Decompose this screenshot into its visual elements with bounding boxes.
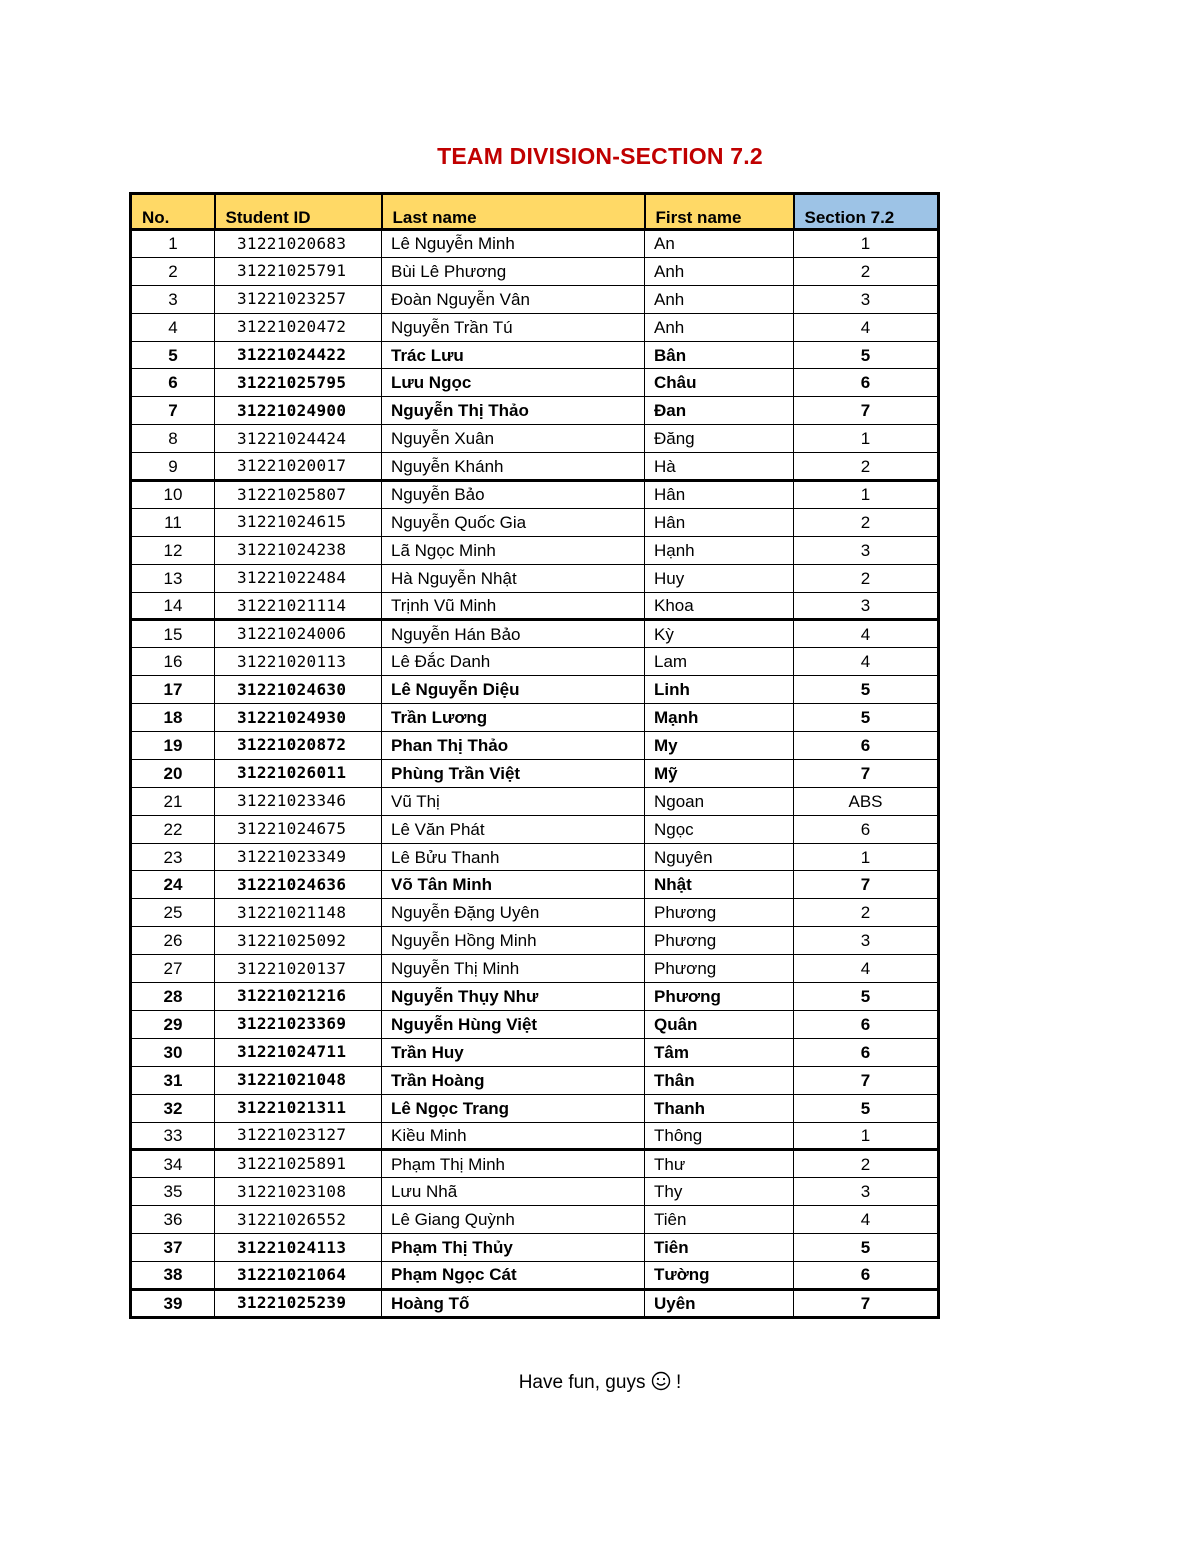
cell-last-name: Nguyễn Đặng Uyên [382, 899, 645, 927]
cell-first-name: Anh [645, 313, 794, 341]
cell-first-name: Tâm [645, 1038, 794, 1066]
cell-section: 1 [794, 230, 939, 258]
cell-last-name: Kiều Minh [382, 1122, 645, 1150]
table-row [131, 536, 939, 564]
table-row [131, 1094, 939, 1122]
table-row [131, 787, 939, 815]
cell-no: 10 [131, 481, 215, 509]
cell-section: 6 [794, 1261, 939, 1289]
cell-first-name: Hân [645, 508, 794, 536]
table-row [131, 564, 939, 592]
cell-first-name: Nhật [645, 871, 794, 899]
table-row [131, 481, 939, 509]
table-row [131, 871, 939, 899]
cell-student-id: 31221024113 [215, 1234, 382, 1262]
cell-last-name: Nguyễn Trần Tú [382, 313, 645, 341]
cell-student-id: 31221023369 [215, 1010, 382, 1038]
table-row [131, 397, 939, 425]
footer-note [0, 1371, 1200, 1394]
cell-section: 2 [794, 564, 939, 592]
cell-first-name: Hà [645, 453, 794, 481]
cell-section: 6 [794, 815, 939, 843]
smile-icon [651, 1371, 671, 1391]
cell-student-id: 31221023127 [215, 1122, 382, 1150]
cell-first-name: My [645, 732, 794, 760]
cell-no: 29 [131, 1010, 215, 1038]
cell-student-id: 31221021311 [215, 1094, 382, 1122]
cell-no: 36 [131, 1206, 215, 1234]
cell-student-id: 31221024636 [215, 871, 382, 899]
cell-last-name: Lê Ngọc Trang [382, 1094, 645, 1122]
cell-student-id: 31221021148 [215, 899, 382, 927]
header-first-name: First name [645, 194, 794, 230]
table-row [131, 1206, 939, 1234]
table-row [131, 648, 939, 676]
cell-no: 8 [131, 425, 215, 453]
cell-student-id: 31221024422 [215, 341, 382, 369]
cell-first-name: Mạnh [645, 704, 794, 732]
cell-section: 6 [794, 732, 939, 760]
cell-student-id: 31221021048 [215, 1066, 382, 1094]
cell-no: 5 [131, 341, 215, 369]
cell-no: 24 [131, 871, 215, 899]
table-row [131, 313, 939, 341]
cell-first-name: Châu [645, 369, 794, 397]
cell-no: 34 [131, 1150, 215, 1178]
cell-no: 27 [131, 955, 215, 983]
cell-first-name: Tiên [645, 1234, 794, 1262]
cell-student-id: 31221021114 [215, 592, 382, 620]
table-row [131, 285, 939, 313]
cell-no: 18 [131, 704, 215, 732]
cell-first-name: Bân [645, 341, 794, 369]
cell-first-name: Tường [645, 1261, 794, 1289]
cell-section: 6 [794, 369, 939, 397]
team-division-table [129, 192, 940, 1319]
cell-student-id: 31221025795 [215, 369, 382, 397]
header-student-id: Student ID [215, 194, 382, 230]
cell-last-name: Trần Huy [382, 1038, 645, 1066]
cell-last-name: Nguyễn Hồng Minh [382, 927, 645, 955]
cell-last-name: Nguyễn Hán Bảo [382, 620, 645, 648]
table-row [131, 369, 939, 397]
cell-section: 4 [794, 620, 939, 648]
cell-section: 3 [794, 927, 939, 955]
cell-section: 1 [794, 1122, 939, 1150]
cell-last-name: Phùng Trần Việt [382, 759, 645, 787]
table-row [131, 732, 939, 760]
cell-no: 22 [131, 815, 215, 843]
cell-no: 4 [131, 313, 215, 341]
table-row [131, 1066, 939, 1094]
cell-first-name: Phương [645, 927, 794, 955]
cell-first-name: Hạnh [645, 536, 794, 564]
cell-last-name: Lê Giang Quỳnh [382, 1206, 645, 1234]
cell-student-id: 31221024900 [215, 397, 382, 425]
cell-student-id: 31221020137 [215, 955, 382, 983]
table-row [131, 1010, 939, 1038]
cell-student-id: 31221024238 [215, 536, 382, 564]
cell-no: 15 [131, 620, 215, 648]
cell-first-name: Uyên [645, 1289, 794, 1317]
cell-first-name: Phương [645, 899, 794, 927]
cell-last-name: Nguyễn Khánh [382, 453, 645, 481]
table-row [131, 592, 939, 620]
cell-student-id: 31221024630 [215, 676, 382, 704]
table-row [131, 815, 939, 843]
cell-section: ABS [794, 787, 939, 815]
cell-first-name: Đăng [645, 425, 794, 453]
cell-last-name: Trác Lưu [382, 341, 645, 369]
cell-last-name: Lê Văn Phát [382, 815, 645, 843]
cell-last-name: Lê Đắc Danh [382, 648, 645, 676]
cell-first-name: Đan [645, 397, 794, 425]
header-last-name: Last name [382, 194, 645, 230]
cell-last-name: Nguyễn Bảo [382, 481, 645, 509]
cell-no: 9 [131, 453, 215, 481]
table-header-row [131, 194, 939, 230]
cell-no: 25 [131, 899, 215, 927]
cell-section: 6 [794, 1010, 939, 1038]
cell-last-name: Vũ Thị [382, 787, 645, 815]
cell-section: 5 [794, 1234, 939, 1262]
cell-section: 5 [794, 676, 939, 704]
cell-no: 2 [131, 257, 215, 285]
cell-last-name: Lê Nguyễn Diệu [382, 676, 645, 704]
cell-no: 26 [131, 927, 215, 955]
cell-last-name: Lưu Ngọc [382, 369, 645, 397]
cell-student-id: 31221024424 [215, 425, 382, 453]
cell-last-name: Trần Lương [382, 704, 645, 732]
cell-section: 1 [794, 425, 939, 453]
table-row [131, 1261, 939, 1289]
table-row [131, 983, 939, 1011]
cell-no: 20 [131, 759, 215, 787]
cell-student-id: 31221023108 [215, 1178, 382, 1206]
page-title: TEAM DIVISION-SECTION 7.2 [437, 143, 763, 169]
cell-student-id: 31221024675 [215, 815, 382, 843]
cell-student-id: 31221021064 [215, 1261, 382, 1289]
cell-first-name: Huy [645, 564, 794, 592]
cell-section: 2 [794, 899, 939, 927]
cell-first-name: Thanh [645, 1094, 794, 1122]
cell-section: 5 [794, 983, 939, 1011]
cell-student-id: 31221020472 [215, 313, 382, 341]
cell-no: 6 [131, 369, 215, 397]
cell-last-name: Võ Tân Minh [382, 871, 645, 899]
cell-student-id: 31221023349 [215, 843, 382, 871]
table-row [131, 843, 939, 871]
cell-last-name: Nguyễn Xuân [382, 425, 645, 453]
header-section: Section 7.2 [794, 194, 939, 230]
cell-last-name: Bùi Lê Phương [382, 257, 645, 285]
cell-no: 37 [131, 1234, 215, 1262]
cell-no: 3 [131, 285, 215, 313]
cell-last-name: Phạm Thị Minh [382, 1150, 645, 1178]
cell-section: 1 [794, 481, 939, 509]
cell-no: 1 [131, 230, 215, 258]
cell-section: 2 [794, 453, 939, 481]
table-row [131, 899, 939, 927]
cell-no: 33 [131, 1122, 215, 1150]
cell-first-name: Ngọc [645, 815, 794, 843]
table-row [131, 1234, 939, 1262]
cell-student-id: 31221020872 [215, 732, 382, 760]
table-row [131, 620, 939, 648]
cell-student-id: 31221025807 [215, 481, 382, 509]
cell-no: 35 [131, 1178, 215, 1206]
cell-first-name: Mỹ [645, 759, 794, 787]
cell-first-name: Linh [645, 676, 794, 704]
cell-section: 3 [794, 1178, 939, 1206]
footer-text: Have fun, guys [518, 1372, 651, 1393]
table-row [131, 704, 939, 732]
cell-no: 12 [131, 536, 215, 564]
table-row [131, 453, 939, 481]
cell-last-name: Nguyễn Thị Thảo [382, 397, 645, 425]
table-row [131, 1150, 939, 1178]
table-row [131, 1038, 939, 1066]
cell-last-name: Hoàng Tố [382, 1289, 645, 1317]
cell-student-id: 31221024711 [215, 1038, 382, 1066]
cell-no: 23 [131, 843, 215, 871]
cell-no: 11 [131, 508, 215, 536]
table-row [131, 230, 939, 258]
cell-student-id: 31221022484 [215, 564, 382, 592]
cell-last-name: Lê Nguyễn Minh [382, 230, 645, 258]
cell-student-id: 31221023346 [215, 787, 382, 815]
cell-section: 4 [794, 313, 939, 341]
cell-section: 6 [794, 1038, 939, 1066]
cell-student-id: 31221024006 [215, 620, 382, 648]
cell-first-name: Thân [645, 1066, 794, 1094]
cell-no: 13 [131, 564, 215, 592]
cell-student-id: 31221020683 [215, 230, 382, 258]
cell-first-name: Anh [645, 257, 794, 285]
cell-section: 5 [794, 1094, 939, 1122]
cell-last-name: Lưu Nhã [382, 1178, 645, 1206]
cell-no: 38 [131, 1261, 215, 1289]
cell-first-name: Lam [645, 648, 794, 676]
cell-last-name: Nguyễn Quốc Gia [382, 508, 645, 536]
cell-first-name: Hân [645, 481, 794, 509]
cell-student-id: 31221024615 [215, 508, 382, 536]
cell-no: 32 [131, 1094, 215, 1122]
cell-no: 16 [131, 648, 215, 676]
cell-section: 5 [794, 341, 939, 369]
cell-section: 7 [794, 871, 939, 899]
cell-student-id: 31221026552 [215, 1206, 382, 1234]
cell-section: 7 [794, 1066, 939, 1094]
cell-first-name: Nguyên [645, 843, 794, 871]
cell-first-name: Phương [645, 955, 794, 983]
table-row [131, 955, 939, 983]
table-row [131, 1289, 939, 1317]
cell-no: 31 [131, 1066, 215, 1094]
cell-student-id: 31221024930 [215, 704, 382, 732]
cell-first-name: Thư [645, 1150, 794, 1178]
table-row [131, 1178, 939, 1206]
cell-student-id: 31221025891 [215, 1150, 382, 1178]
cell-last-name: Nguyễn Thụy Như [382, 983, 645, 1011]
cell-student-id: 31221020113 [215, 648, 382, 676]
table-row [131, 508, 939, 536]
footer-exclaim: ! [670, 1372, 682, 1393]
cell-last-name: Đoàn Nguyễn Vân [382, 285, 645, 313]
cell-section: 4 [794, 1206, 939, 1234]
cell-first-name: Anh [645, 285, 794, 313]
cell-section: 3 [794, 285, 939, 313]
cell-section: 3 [794, 592, 939, 620]
cell-no: 19 [131, 732, 215, 760]
cell-section: 4 [794, 648, 939, 676]
cell-section: 5 [794, 704, 939, 732]
cell-no: 39 [131, 1289, 215, 1317]
cell-last-name: Hà Nguyễn Nhật [382, 564, 645, 592]
cell-last-name: Lã Ngọc Minh [382, 536, 645, 564]
table-row [131, 759, 939, 787]
cell-first-name: Quân [645, 1010, 794, 1038]
cell-student-id: 31221025791 [215, 257, 382, 285]
cell-section: 2 [794, 508, 939, 536]
cell-student-id: 31221020017 [215, 453, 382, 481]
cell-section: 2 [794, 1150, 939, 1178]
cell-student-id: 31221023257 [215, 285, 382, 313]
cell-no: 17 [131, 676, 215, 704]
cell-last-name: Trịnh Vũ Minh [382, 592, 645, 620]
cell-first-name: Thông [645, 1122, 794, 1150]
table-row [131, 1122, 939, 1150]
cell-section: 1 [794, 843, 939, 871]
cell-no: 28 [131, 983, 215, 1011]
cell-last-name: Phạm Ngọc Cát [382, 1261, 645, 1289]
header-no: No. [131, 194, 215, 230]
cell-no: 30 [131, 1038, 215, 1066]
cell-first-name: An [645, 230, 794, 258]
cell-last-name: Phạm Thị Thủy [382, 1234, 645, 1262]
cell-student-id: 31221021216 [215, 983, 382, 1011]
cell-student-id: 31221026011 [215, 759, 382, 787]
cell-no: 21 [131, 787, 215, 815]
cell-first-name: Khoa [645, 592, 794, 620]
table-row [131, 676, 939, 704]
cell-last-name: Lê Bửu Thanh [382, 843, 645, 871]
cell-section: 2 [794, 257, 939, 285]
cell-first-name: Ngoan [645, 787, 794, 815]
cell-section: 3 [794, 536, 939, 564]
table-body [131, 230, 939, 1318]
cell-last-name: Nguyễn Hùng Việt [382, 1010, 645, 1038]
cell-first-name: Kỳ [645, 620, 794, 648]
table-row [131, 927, 939, 955]
cell-last-name: Phan Thị Thảo [382, 732, 645, 760]
cell-last-name: Trần Hoàng [382, 1066, 645, 1094]
cell-first-name: Tiên [645, 1206, 794, 1234]
cell-section: 4 [794, 955, 939, 983]
cell-first-name: Phương [645, 983, 794, 1011]
table-row [131, 257, 939, 285]
cell-first-name: Thy [645, 1178, 794, 1206]
cell-section: 7 [794, 759, 939, 787]
cell-section: 7 [794, 397, 939, 425]
cell-last-name: Nguyễn Thị Minh [382, 955, 645, 983]
cell-section: 7 [794, 1289, 939, 1317]
table-row [131, 341, 939, 369]
cell-no: 7 [131, 397, 215, 425]
table-row [131, 425, 939, 453]
cell-student-id: 31221025239 [215, 1289, 382, 1317]
cell-student-id: 31221025092 [215, 927, 382, 955]
cell-no: 14 [131, 592, 215, 620]
